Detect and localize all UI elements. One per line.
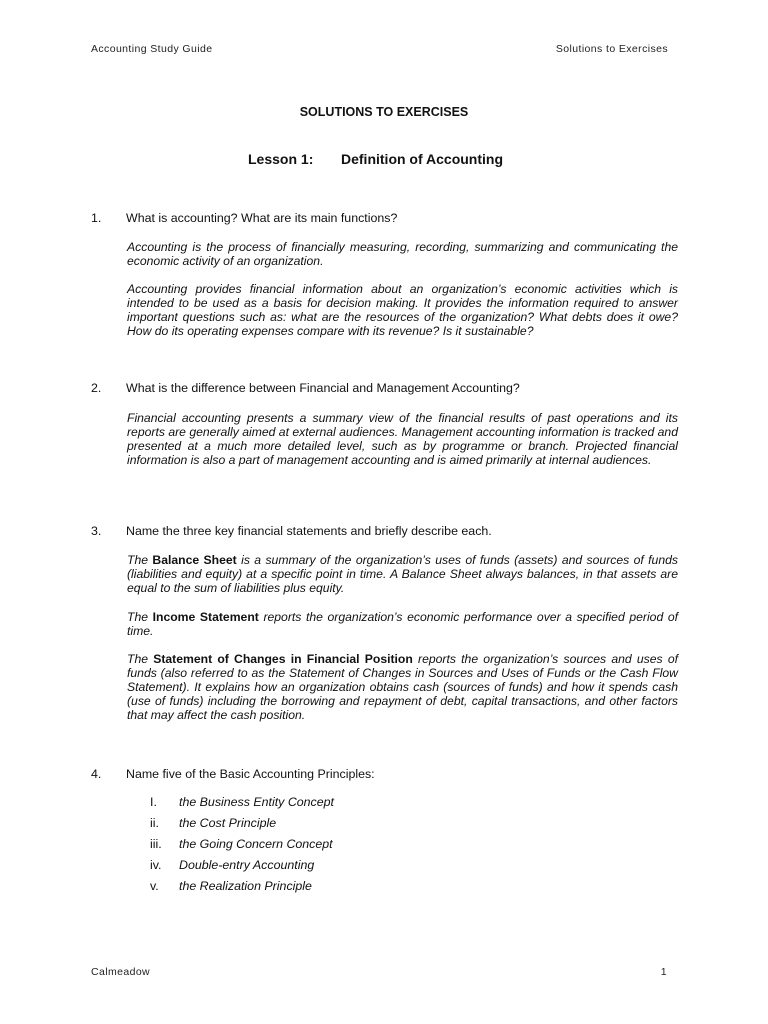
list-item-numeral: I. (150, 795, 157, 809)
answer-paragraph: Financial accounting presents a summary view of the financial results of past operations and its reports are generally aimed at external audiences. Management accounting information is tracked and presented at a much more detailed level, such as by programme or branch. Projected financial information is also a part of management accounting and is aimed primarily at internal audiences. (127, 411, 678, 467)
running-header-right: Solutions to Exercises (555, 43, 668, 55)
balance-sheet-term: Balance Sheet (152, 553, 237, 567)
lesson-heading (248, 151, 503, 167)
list-item-text: the Realization Principle (179, 879, 312, 893)
list-item-text: Double-entry Accounting (179, 858, 315, 872)
footer-organization: Calmeadow (91, 966, 151, 978)
income-statement-paragraph: The Income Statement reports the organization’s economic performance over a specified period of time. (127, 610, 678, 638)
lesson-number: Lesson 1: (248, 151, 314, 167)
list-item-text: the Going Concern Concept (179, 837, 333, 851)
balance-sheet-paragraph: The Balance Sheet is a summary of the organization’s uses of funds (assets) and sources of funds (liabilities and equity) at a specific point in time. A Balance Sheet always balances, in that assets are equal to the sum of liabilities plus equity. (127, 553, 678, 595)
question-number: 1. (91, 211, 102, 225)
list-item-numeral: ii. (150, 816, 159, 830)
running-header-left: Accounting Study Guide (91, 43, 213, 55)
changes-financial-position-term: Statement of Changes in Financial Position (153, 652, 413, 666)
list-item-text: the Business Entity Concept (179, 795, 334, 809)
list-item-numeral: v. (150, 879, 159, 893)
question-text: Name the three key financial statements and briefly describe each. (126, 524, 492, 538)
answer-paragraph: Accounting provides financial information about an organization’s economic activities which is intended to be used as a basis for decision making. It provides the information required to answer important questions such as: what are the resources of the organization? What debts does it owe? How do its operating expenses compare with its revenue? Is it sustainable? (127, 282, 678, 338)
question-text: What is the difference between Financial and Management Accounting? (126, 381, 520, 395)
income-statement-term: Income Statement (152, 610, 259, 624)
question-number: 2. (91, 381, 102, 395)
list-item-numeral: iv. (150, 858, 162, 872)
lesson-name: Definition of Accounting (341, 151, 504, 167)
question-text: What is accounting? What are its main functions? (126, 211, 398, 225)
page-number: 1 (660, 966, 667, 978)
question-text: Name five of the Basic Accounting Principles: (126, 767, 375, 781)
answer-paragraph: Accounting is the process of financially measuring, recording, summarizing and communicating the economic activity of an organization. (127, 240, 678, 268)
list-item-numeral: iii. (150, 837, 162, 851)
question-number: 4. (91, 767, 102, 781)
changes-financial-position-paragraph: The Statement of Changes in Financial Position reports the organization’s sources and uses of funds (also referred to as the Statement of Changes in Sources and Uses of Funds or the Cash Flow Statement). It explains how an organization obtains cash (sources of funds) and how it spends cash (use of funds) including the borrowing and repayment of debt, capital transactions, and other factors that may affect the cash position. (127, 652, 678, 722)
list-item-text: the Cost Principle (179, 816, 277, 830)
question-number: 3. (91, 524, 102, 538)
document-title: SOLUTIONS TO EXERCISES (299, 105, 469, 119)
